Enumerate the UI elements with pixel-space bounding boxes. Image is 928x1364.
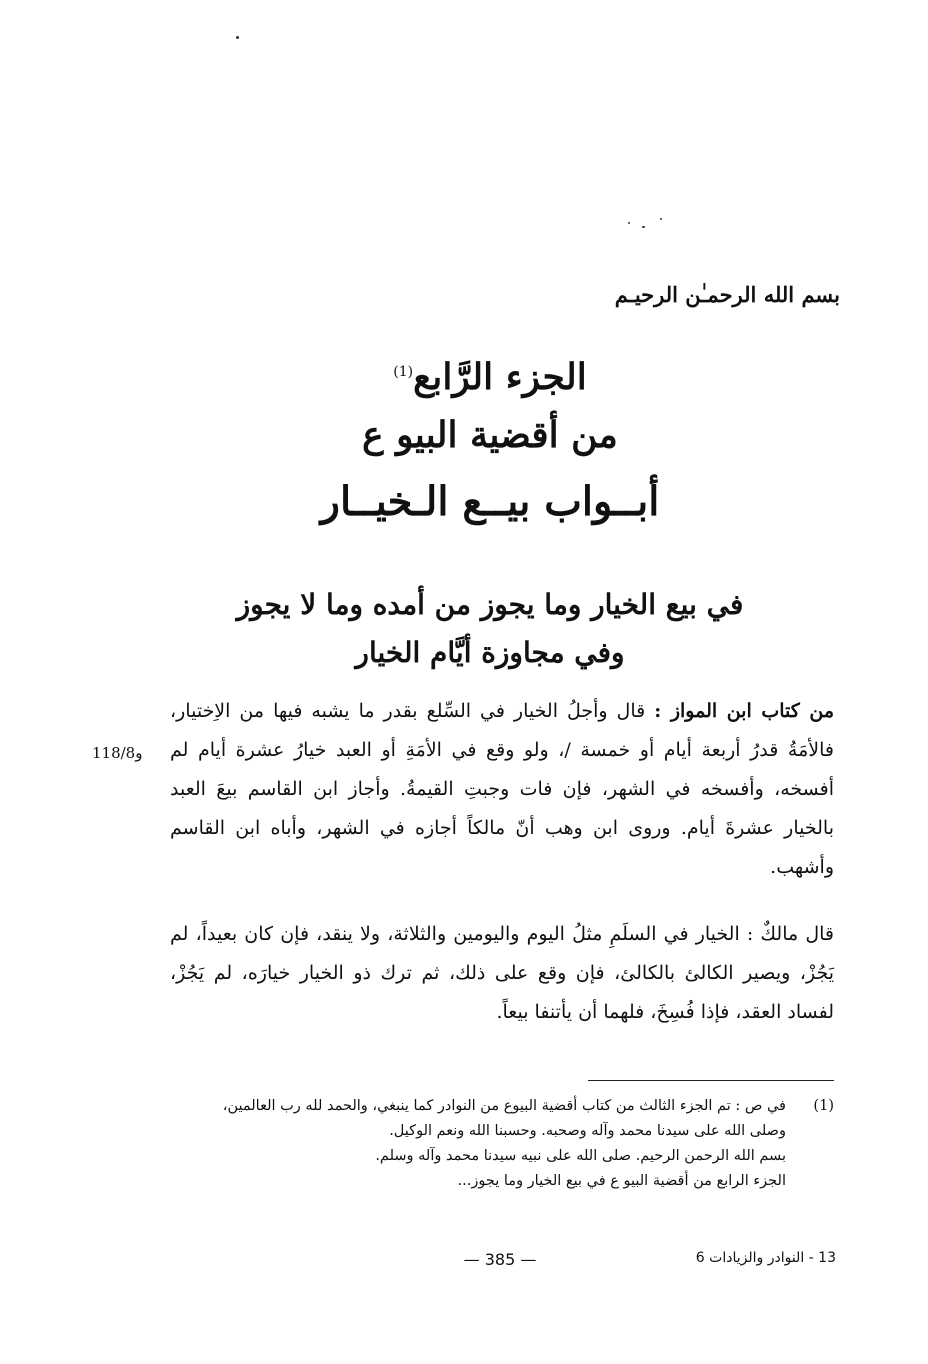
footnote-line: بسم الله الرحمن الرحيم. صلى الله على نبيه سيدنا محمد وآله وسلم. <box>375 1148 786 1164</box>
footnote-divider <box>588 1080 834 1081</box>
footnote-ref: (1) <box>393 364 414 380</box>
basmala: بسم الله الرحمـٰن الرحيـم <box>614 282 840 307</box>
scan-speck <box>660 218 662 220</box>
book-title: من أقضية البيو ع <box>362 414 618 456</box>
footnote-line: في ص : تم الجزء الثالث من كتاب أقضية البيوع من النوادر كما ينبغي، والحمد لله رب العالمين، <box>222 1098 786 1114</box>
footnote-item <box>170 1094 834 1194</box>
volume-title-text: الجزء الرَّابع <box>413 356 587 398</box>
scan-speck <box>236 36 239 39</box>
margin-folio-reference: 118/8و <box>92 744 143 762</box>
scan-speck <box>628 222 630 224</box>
scan-speck <box>642 226 645 228</box>
paragraph-2: قال مالكٌ : الخيار في السلَمِ مثلُ اليوم واليومين والثلاثة، ولا ينقد، فإن كان بعيداً، لم يَجُزْ، ويصير الكالئ بالكالئ، فإن وقع على ذلك، ثم ترك ذو الخيار خيارَه، لم يَجُزْ، لفساد العقد، فإذا فُسِخَ، فلهما أن يأتنفا بيعاً. <box>170 923 834 1023</box>
footnote-body <box>170 1094 786 1194</box>
footnotes <box>170 1094 834 1194</box>
chapter-heading-line2: وفي مجاوزة أيَّام الخيار <box>355 636 625 669</box>
paragraph-1-lead: من كتاب ابن المواز : <box>654 700 834 722</box>
chapter-heading-line1: في بيع الخيار وما يجوز من أمده وما لا يجوز <box>236 588 744 621</box>
footnote-number: (1) <box>813 1098 834 1114</box>
page-number: — 385 — <box>463 1250 537 1269</box>
footnote-line: وصلى الله على سيدنا محمد وآله وصحبه. وحسبنا الله ونعم الوكيل. <box>389 1123 786 1139</box>
section-title: أبــواب بيــع الـخيــار <box>320 478 660 525</box>
running-footer: 13 - النوادر والزيادات 6 <box>695 1250 836 1266</box>
paragraph-1 <box>170 692 834 887</box>
volume-title <box>180 356 800 398</box>
paragraph-1-text: قال وأجلُ الخيار في السِّلع بقدر ما يشبه فيها من الاِختيار، فالأمَةُ قدرُ أربعة أيام أو خمسة /، ولو وقع في الأمَةِ أو العبد خيارُ عشرة أيام لم أفسخه، وأفسخه في الشهر، فإن فات وجبتِ القيمةُ. وأجاز ابن القاسم بيعَ العبد بالخيار عشرةَ أيام. وروى ابن وهب أنّ مالكاً أجازه في الشهر، وأباه ابن القاسم وأشهب. <box>170 700 834 878</box>
footnote-line: الجزء الرابع من أقضية البيو ع في بيع الخيار وما يجوز... <box>457 1173 786 1189</box>
